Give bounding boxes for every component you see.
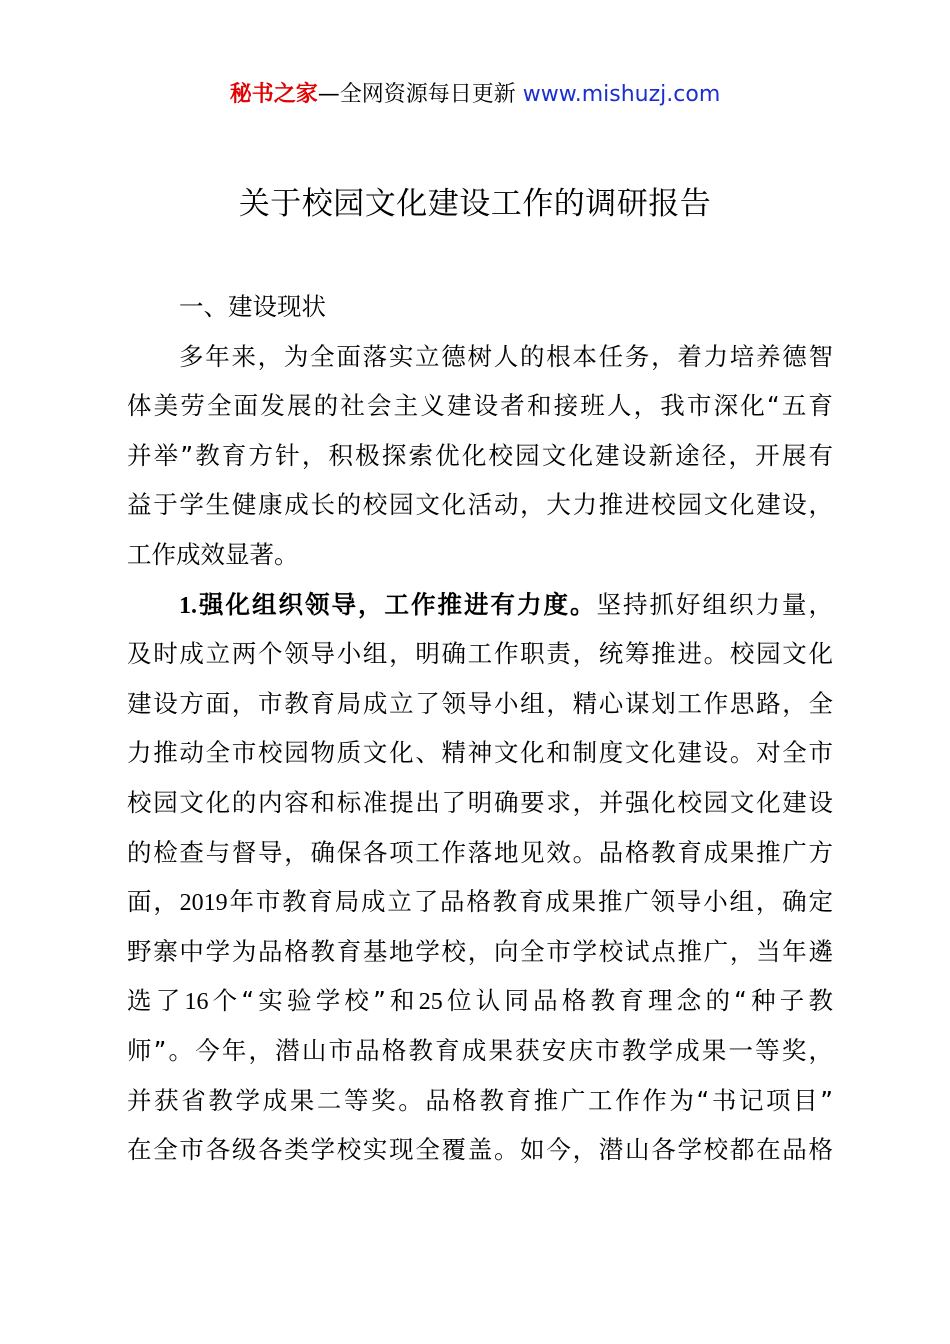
year-number: 2019: [179, 890, 228, 917]
document-title: 关于校园文化建设工作的调研报告: [238, 186, 712, 222]
site-header: [0, 80, 950, 110]
paragraph-line: 并获省教学成果二等奖。品格教育推广工作作为“书记项目”: [127, 1085, 833, 1115]
text-segment: 位认同品格教育理念的“种子教: [442, 986, 833, 1016]
paragraph-line: 并举”教育方针，积极探索优化校园文化建设新途径，开展有: [127, 440, 833, 470]
paragraph-line: 建设方面，市教育局成立了领导小组，精心谋划工作思路，全: [127, 688, 833, 718]
text-segment: 选了: [127, 986, 185, 1016]
paragraph-line: 师”。今年，潜山市品格教育成果获安庆市教学成果一等奖，: [127, 1035, 833, 1065]
header-tagline: —全网资源每日更新: [317, 82, 523, 107]
paragraph-line: 益于学生健康成长的校园文化活动，大力推进校园文化建设，: [127, 490, 833, 520]
text-segment: 年市教育局成立了品格教育成果推广领导小组，确定: [227, 887, 833, 917]
point-text: 坚持抓好组织力量，: [596, 589, 833, 619]
point-number: 1.: [179, 592, 197, 619]
text-segment: 面，: [127, 887, 180, 917]
paragraph-line: 及时成立两个领导小组，明确工作职责，统筹推进。校园文化: [127, 639, 833, 669]
paragraph-line: 的检查与督导，确保各项工作落地见效。品格教育成果推广方: [127, 837, 833, 867]
brand-name: 秘书之家: [229, 82, 318, 107]
paragraph-line: 在全市各级各类学校实现全覆盖。如今，潜山各学校都在品格: [127, 1135, 833, 1165]
paragraph-line: 多年来，为全面落实立德树人的根本任务，着力培养德智: [179, 341, 833, 371]
section-heading: 一、建设现状: [179, 292, 326, 321]
document-body: [127, 282, 833, 1175]
paragraph-line: 野寨中学为品格教育基地学校，向全市学校试点推广，当年遴: [127, 936, 833, 966]
point-1-heading-line: [127, 580, 833, 630]
paragraph-line: 力推动全市校园物质文化、精神文化和制度文化建设。对全市: [127, 738, 833, 768]
count-number: 25: [418, 989, 443, 1016]
paragraph-line: 校园文化的内容和标准提出了明确要求，并强化校园文化建设: [127, 787, 833, 817]
paragraph-line: [127, 877, 833, 927]
point-title: 强化组织领导，工作推进有力度。: [197, 589, 597, 619]
paragraph-line: [127, 976, 833, 1026]
site-url-link[interactable]: www.mishuzj.com: [522, 82, 721, 107]
count-number: 16: [184, 989, 209, 1016]
text-segment: 个“实验学校”和: [208, 986, 419, 1016]
paragraph-line: 工作成效显著。: [127, 539, 299, 569]
paragraph-line: 体美劳全面发展的社会主义建设者和接班人，我市深化“五育: [127, 391, 833, 421]
